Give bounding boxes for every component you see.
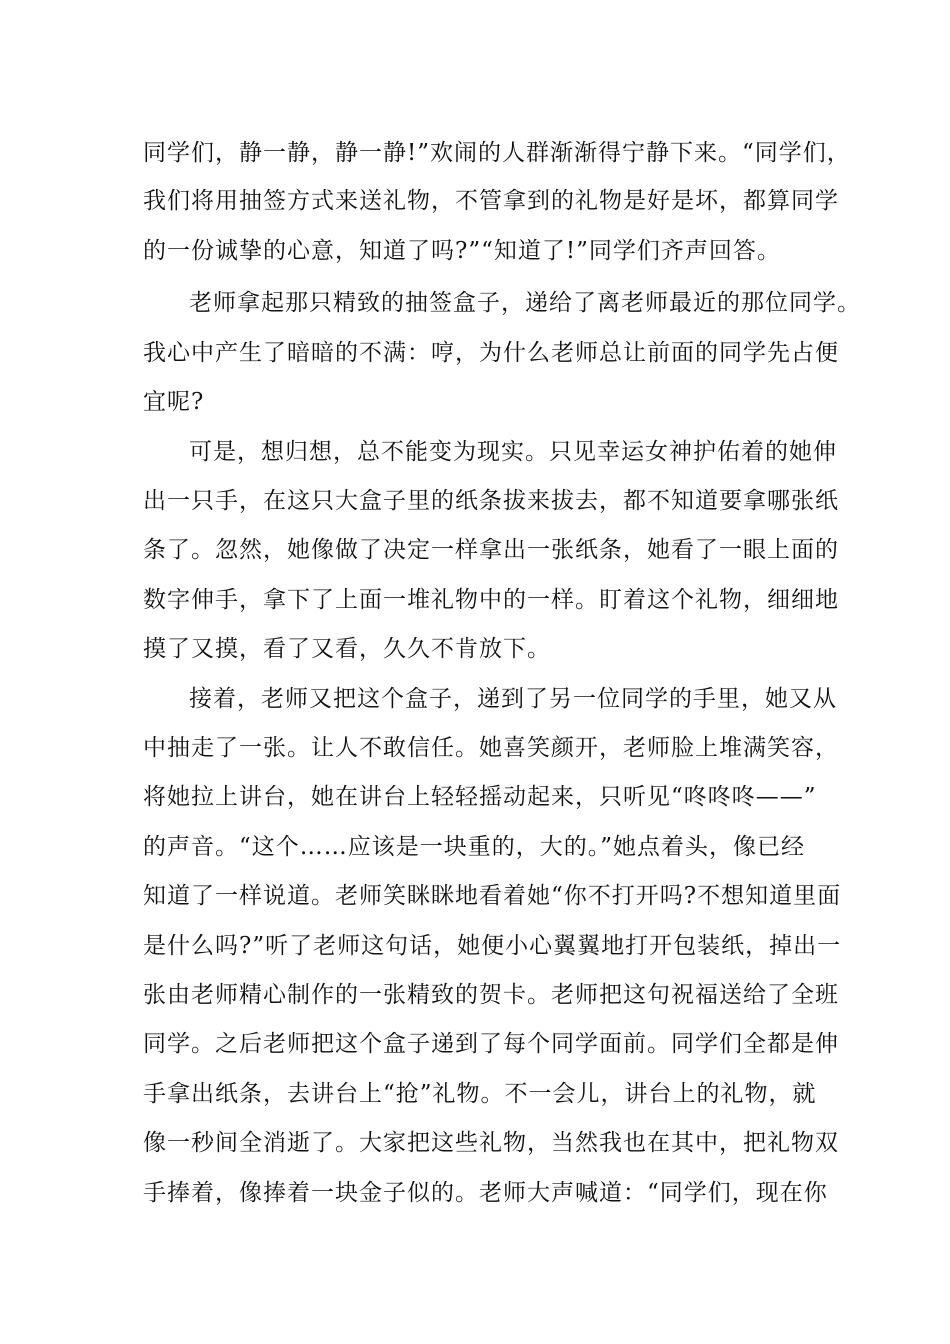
text-line: 摸了又摸，看了又看，久久不肯放下。	[143, 636, 551, 662]
text-line: 知道了一样说道。老师笑眯眯地看着她“你不打开吗?不想知道里面	[143, 883, 842, 909]
text-line: 的一份诚挚的心意，知道了吗?”“知道了!”同学们齐声回答。	[143, 238, 781, 264]
text-line: 我心中产生了暗暗的不满：哼，为什么老师总让前面的同学先占便	[143, 340, 839, 366]
text-line: 像一秒间全消逝了。大家把这些礼物，当然我也在其中，把礼物双	[143, 1130, 839, 1156]
text-line: 宜呢?	[143, 389, 205, 415]
text-line: 接着，老师又把这个盒子，递到了另一位同学的手里，她又从	[189, 686, 837, 712]
text-line: 同学们，静一静，静一静!”欢闹的人群渐渐得宁静下来。“同学们，	[143, 140, 851, 166]
text-line: 将她拉上讲台，她在讲台上轻轻摇动起来，只听见“咚咚咚——”	[143, 784, 817, 810]
text-line: 张由老师精心制作的一张精致的贺卡。老师把这句祝福送给了全班	[143, 982, 839, 1008]
text-line: 手拿出纸条，去讲台上“抢”礼物。不一会儿，讲台上的礼物，就	[143, 1081, 817, 1107]
text-line: 同学。之后老师把这个盒子递到了每个同学面前。同学们全都是伸	[143, 1031, 839, 1057]
text-line: 的声音。“这个……应该是一块重的，大的。”她点着头，像已经	[143, 834, 806, 860]
text-line: 手捧着，像捧着一块金子似的。老师大声喊道：“同学们，现在你	[143, 1180, 828, 1206]
text-line: 可是，想归想，总不能变为现实。只见幸运女神护佑着的她伸	[189, 439, 837, 465]
text-line: 中抽走了一张。让人不敢信任。她喜笑颜开，老师脸上堆满笑容，	[143, 735, 839, 761]
text-line: 出一只手，在这只大盒子里的纸条拔来拔去，都不知道要拿哪张纸	[143, 488, 839, 514]
text-line: 条了。忽然，她像做了决定一样拿出一张纸条，她看了一眼上面的	[143, 537, 839, 563]
text-line: 数字伸手，拿下了上面一堆礼物中的一样。盯着这个礼物，细细地	[143, 587, 839, 613]
text-line: 老师拿起那只精致的抽签盒子，递给了离老师最近的那位同学。	[189, 290, 861, 316]
text-line: 是什么吗?”听了老师这句话，她便小心翼翼地打开包装纸，掉出一	[143, 933, 842, 959]
text-line: 我们将用抽签方式来送礼物，不管拿到的礼物是好是坏，都算同学	[143, 188, 839, 214]
